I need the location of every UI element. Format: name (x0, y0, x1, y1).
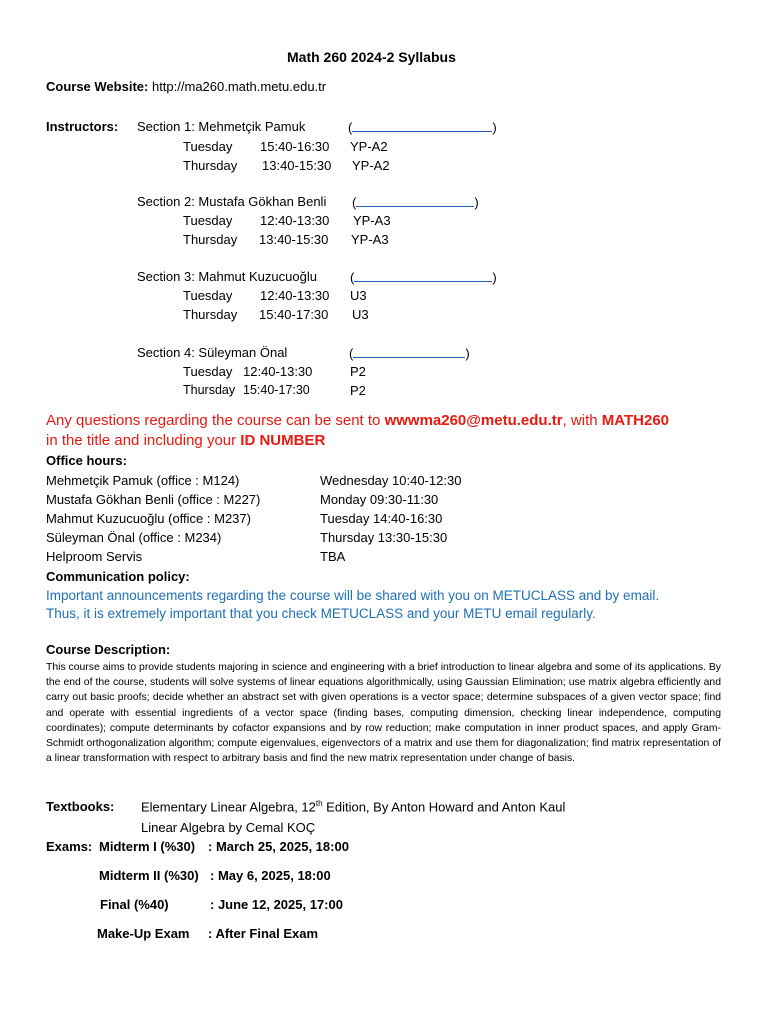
exam-name: Midterm I (%30) (99, 839, 196, 854)
exam-name: Make-Up Exam (97, 926, 190, 941)
instructors-label: Instructors: (46, 119, 119, 134)
textbook-1: Elementary Linear Algebra, 12th Edition, By Anton Howard and Anton Kaul (141, 799, 566, 815)
exam-date: : March 25, 2025, 18:00 (208, 839, 349, 854)
paren-open: ( (348, 120, 353, 135)
exam-name: Final (%40) (100, 897, 169, 912)
section-4-row-1-day: Tuesday (183, 364, 233, 379)
course-code: MATH260 (601, 412, 670, 429)
section-2-row-1-time: 12:40-13:30 (260, 213, 330, 228)
section-4-heading: Section 4: Süleyman Önal (137, 345, 288, 360)
section-3-heading: Section 3: Mahmut Kuzucuoğlu (137, 269, 317, 284)
office-hours-when: Thursday 13:30-15:30 (320, 530, 448, 545)
exam-date: : May 6, 2025, 18:00 (210, 868, 331, 883)
course-website (46, 79, 326, 94)
section-2-row-2-room: YP-A3 (351, 232, 389, 247)
office-hours-when: Wednesday 10:40-12:30 (320, 473, 462, 488)
section-1-row-2-time: 13:40-15:30 (262, 158, 332, 173)
paren-close: ) (492, 120, 497, 135)
section-2-heading: Section 2: Mustafa Gökhan Benli (137, 194, 327, 209)
section-4-row-2-room: P2 (350, 383, 366, 398)
exam-date: : After Final Exam (208, 926, 319, 941)
section-1-row-1-time: 15:40-16:30 (260, 139, 330, 154)
page-title: Math 260 2024-2 Syllabus (287, 49, 456, 65)
section-3-row-1-room: U3 (350, 288, 367, 303)
section-1-row-2: Thursday (183, 158, 238, 173)
section-1-row-1: Tuesday (183, 139, 233, 154)
section-2-blank: ( ) (352, 195, 479, 210)
description-text: This course aims to provide students majoring in science and engineering with a brief introduction to linear algebra and some of its applications. By the end of the course, students will solve systems of linear equations algorithmically, using Gaussian Elimination; use matrix algebra efficiently and carry out basic proofs; decide whether an abstract set with given operations is a vector space; determine subspaces of a given vector space; find and operate with essential ingredients of a vector space (finding bases, computing dimension, checking linear independence, computing coordinates); compute determinants by cofactor expansions and by row reduction; make computation in inner product spaces, and apply Gram-Schmidt orthogonalization algorithm; compute eigenvalues, eigenvectors of a matrix and use them for diagonalization; find matrix representation of a linear transformation with respect to arbitrary basis and find the new matrix representation under change of basis. (46, 662, 721, 765)
section-3-row-1-time: 12:40-13:30 (260, 288, 330, 303)
communication-line-1: Important announcements regarding the course will be shared with you on METUCLASS and by email. (46, 588, 660, 603)
office-hours-when: Monday 09:30-11:30 (320, 492, 439, 507)
section-3-blank: ( ) (350, 270, 497, 285)
section-4-row-1-time: 12:40-13:30 (243, 364, 313, 379)
description-heading: Course Description: (46, 642, 171, 657)
office-hours-who: Helproom Servis (46, 549, 143, 564)
section-2-row-2-time: 13:40-15:30 (259, 232, 329, 247)
exam-date: : June 12, 2025, 17:00 (210, 897, 343, 912)
section-4-blank: ( ) (349, 346, 470, 361)
communication-heading: Communication policy: (46, 569, 190, 584)
section-1-row-1-room: YP-A2 (350, 139, 388, 154)
office-hours-when: TBA (320, 549, 346, 564)
website-label: Course Website: (46, 79, 149, 94)
section-1-blank (348, 119, 497, 135)
contact-notice-line-1: Any questions regarding the course can be sent to wwwma260@metu.edu.tr, with MATH260 (46, 412, 670, 429)
section-3-row-2-time: 15:40-17:30 (259, 307, 329, 322)
section-2-row-1-room: YP-A3 (353, 213, 391, 228)
section-2-row-2-day: Thursday (183, 232, 238, 247)
section-4-row-2-time: 15:40-17:30 (243, 383, 310, 397)
section-3-row-2-day: Thursday (183, 307, 238, 322)
section-3-row-1-day: Tuesday (183, 288, 233, 303)
office-hours-when: Tuesday 14:40-16:30 (320, 511, 443, 526)
section-1-heading: Section 1: Mehmetçik Pamuk (137, 119, 306, 134)
website-link[interactable]: http://ma260.math.metu.edu.tr (151, 79, 327, 94)
section-2-row-1-day: Tuesday (183, 213, 233, 228)
exam-name: Midterm II (%30) (99, 868, 199, 883)
office-hours-who: Mehmetçik Pamuk (office : M124) (46, 473, 240, 488)
communication-line-2: Thus, it is extremely important that you check METUCLASS and your METU email regularly. (46, 606, 596, 621)
office-hours-heading: Office hours: (46, 453, 127, 468)
id-number-note: ID NUMBER (240, 432, 326, 449)
contact-email[interactable]: wwwma260@metu.edu.tr (384, 412, 563, 429)
office-hours-who: Mahmut Kuzucuoğlu (office : M237) (46, 511, 251, 526)
section-1-row-2-room: YP-A2 (352, 158, 390, 173)
section-4-row-1-room: P2 (350, 364, 366, 379)
name-blank (352, 119, 492, 132)
textbook-2: Linear Algebra by Cemal KOÇ (141, 820, 316, 835)
section-4-row-2-day: Thursday (183, 383, 236, 397)
textbooks-label: Textbooks: (46, 799, 115, 814)
office-hours-who: Süleyman Önal (office : M234) (46, 530, 222, 545)
section-3-row-2-room: U3 (352, 307, 369, 322)
office-hours-who: Mustafa Gökhan Benli (office : M227) (46, 492, 261, 507)
exams-label: Exams: (46, 839, 93, 854)
contact-notice-line-2: in the title and including your ID NUMBER (46, 432, 326, 449)
